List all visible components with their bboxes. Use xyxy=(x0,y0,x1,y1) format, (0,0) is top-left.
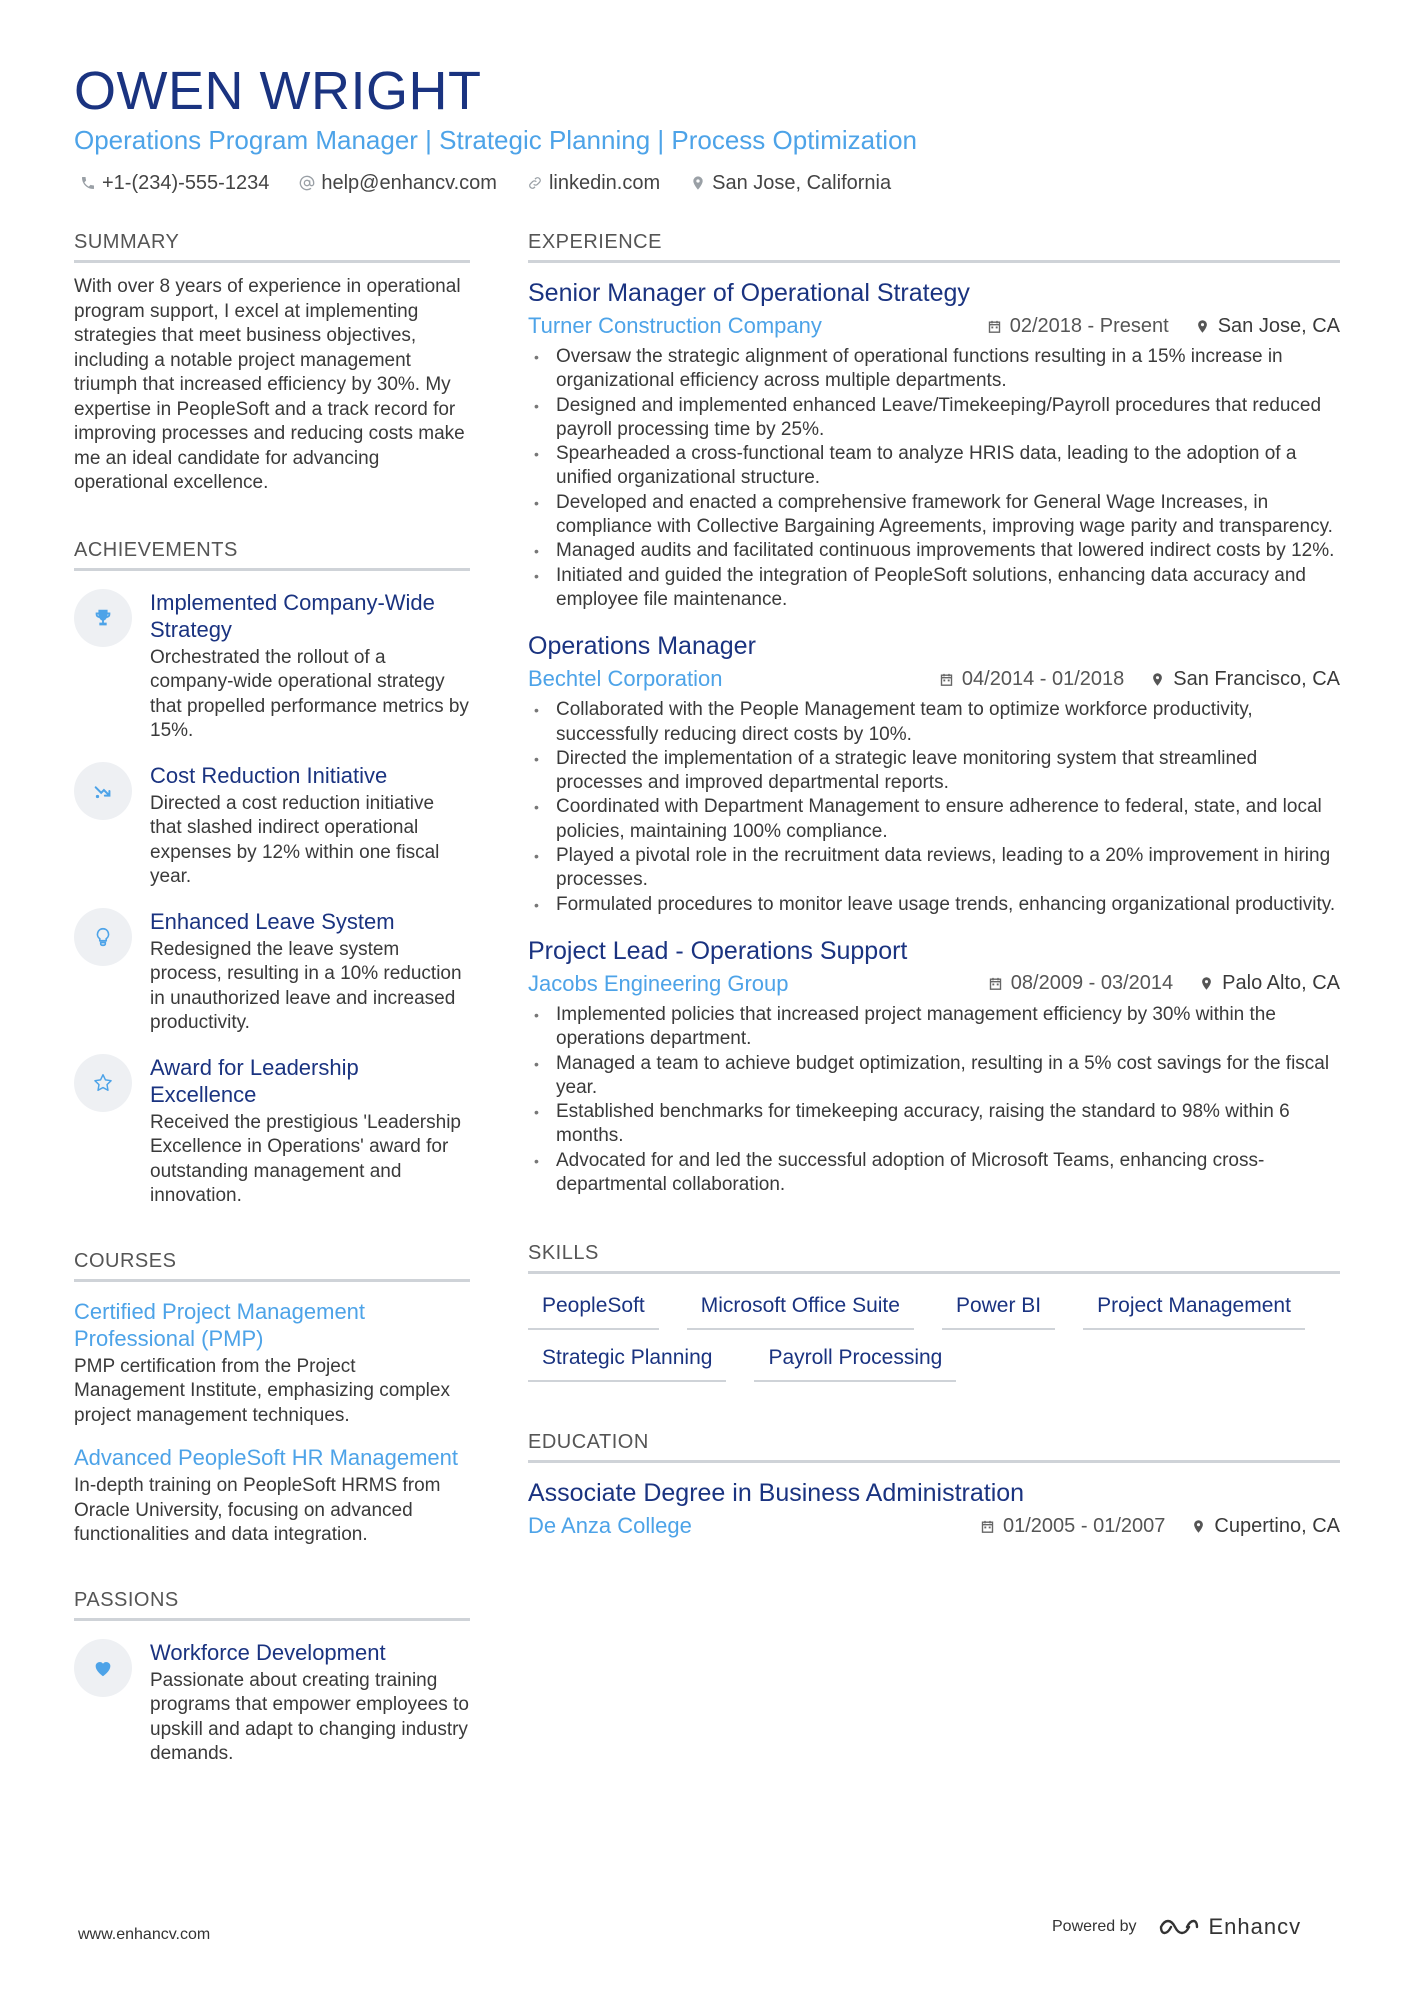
location-icon xyxy=(1150,672,1165,687)
job-location xyxy=(1195,315,1340,338)
education-location xyxy=(1191,1515,1340,1538)
location-icon xyxy=(690,175,706,191)
skill-tag: Payroll Processing xyxy=(754,1344,956,1382)
phone-icon xyxy=(80,175,96,191)
job-bullet: • Developed and enacted a comprehensive framework for General Wage Increases, in compliance with Collective Bargaining Agreements, improving wage parity and transparency. xyxy=(528,491,1340,540)
achievement-title: Enhanced Leave System xyxy=(150,908,395,934)
passion-item xyxy=(74,1639,470,1767)
job-bullet: • Managed audits and facilitated continuous improvements that lowered indirect costs by 12%. xyxy=(528,539,1340,563)
job-dates-text: 08/2009 - 03/2014 xyxy=(1010,972,1174,995)
achievement-icon-wrap xyxy=(74,762,132,820)
contact-location-text: San Jose, California xyxy=(712,172,892,194)
achievement-title: Cost Reduction Initiative xyxy=(150,762,388,788)
contact-linkedin-text: linkedin.com xyxy=(548,172,661,194)
skills-heading: SKILLS xyxy=(528,1241,1340,1274)
job-bullet: • Played a pivotal role in the recruitment data reviews, leading to a 20% improvement in hiring processes. xyxy=(528,844,1340,893)
candidate-tagline: Operations Program Manager | Strategic Planning | Process Optimization xyxy=(74,125,918,155)
trophy-icon xyxy=(92,607,114,629)
achievement-title: Award for Leadership Excellence xyxy=(150,1054,359,1107)
skill-tag: Project Management xyxy=(1083,1292,1305,1330)
job-dates-text: 04/2014 - 01/2018 xyxy=(961,667,1125,690)
education-dates-text: 01/2005 - 01/2007 xyxy=(1003,1514,1166,1537)
summary-section xyxy=(74,230,470,496)
job-bullet: • Managed a team to achieve budget optimization, resulting in a 5% cost savings for the fiscal year. xyxy=(528,1052,1340,1101)
achievement-title: Implemented Company-Wide Strategy xyxy=(150,589,435,642)
achievement-item xyxy=(74,589,470,744)
achievements-section xyxy=(74,538,470,1209)
job-dates xyxy=(988,972,1173,995)
achievement-item xyxy=(74,908,470,1036)
heart-icon xyxy=(92,1657,114,1679)
cost-reduction-icon xyxy=(92,780,114,802)
courses-section xyxy=(74,1249,470,1548)
contact-email[interactable] xyxy=(299,170,497,196)
job-meta xyxy=(528,664,1340,694)
skills-section xyxy=(528,1241,1340,1382)
job-bullet: • Collaborated with the People Management team to optimize workforce productivity, successfully reducing direct costs by 10%. xyxy=(528,698,1340,747)
course-title: Advanced PeopleSoft HR Management xyxy=(74,1445,459,1470)
passion-title: Workforce Development xyxy=(150,1639,386,1665)
footer-website[interactable]: www.enhancv.com xyxy=(78,1926,211,1943)
job-dates xyxy=(939,668,1124,691)
contact-bar xyxy=(80,170,891,196)
achievements-heading: ACHIEVEMENTS xyxy=(74,538,470,571)
achievement-icon-wrap xyxy=(74,589,132,647)
courses-heading: COURSES xyxy=(74,1249,470,1282)
experience-heading: EXPERIENCE xyxy=(528,230,1340,263)
job-bullet: • Directed the implementation of a strategic leave monitoring system that streamlined processes and improved departmental reports. xyxy=(528,747,1340,796)
course-title: Certified Project Management Professional (PMP) xyxy=(74,1298,366,1351)
job-location-text: San Jose, CA xyxy=(1217,314,1340,337)
education-degree: Associate Degree in Business Administration xyxy=(528,1479,1025,1508)
job-bullets xyxy=(528,698,1340,917)
job-location-text: Palo Alto, CA xyxy=(1222,972,1340,995)
achievement-icon-wrap xyxy=(74,908,132,966)
left-column xyxy=(74,230,470,1767)
job-company: Turner Construction Company xyxy=(528,313,822,338)
right-column xyxy=(528,230,1340,1541)
summary-heading: SUMMARY xyxy=(74,230,470,263)
passions-heading: PASSIONS xyxy=(74,1588,470,1621)
summary-text: With over 8 years of experience in operational program support, I excel at implementing strategies that meet business objectives, including a notable project management triumph that increased efficiency by 30%. My expertise in PeopleSoft and a track record for improving processes and reducing costs make me an ideal candidate for advancing operational excellence. xyxy=(74,276,465,493)
job-bullet: • Coordinated with Department Management to ensure adherence to federal, state, and local policies, maintaining 100% compliance. xyxy=(528,795,1340,844)
skill-tag: Microsoft Office Suite xyxy=(687,1292,914,1330)
job-entry xyxy=(528,630,1340,917)
course-desc: PMP certification from the Project Management Institute, emphasizing complex project management techniques. xyxy=(74,1355,450,1426)
achievement-desc: Directed a cost reduction initiative that slashed indirect operational expenses by 12% within one fiscal year. xyxy=(150,792,440,887)
education-heading: EDUCATION xyxy=(528,1430,1340,1463)
job-company: Jacobs Engineering Group xyxy=(528,970,789,996)
job-title: Senior Manager of Operational Strategy xyxy=(528,279,970,307)
job-bullet: • Oversaw the strategic alignment of operational functions resulting in a 15% increase in organizational efficiency across multiple departments. xyxy=(528,345,1340,394)
skill-tag: Strategic Planning xyxy=(528,1344,726,1382)
calendar-icon xyxy=(987,319,1002,334)
job-meta xyxy=(528,311,1340,341)
experience-section xyxy=(528,230,1340,1197)
job-meta xyxy=(528,969,1340,999)
contact-email-text: help@enhancv.com xyxy=(321,172,497,194)
achievement-desc: Orchestrated the rollout of a company-wide operational strategy that propelled performance metrics by 15%. xyxy=(150,646,469,741)
job-bullet: • Initiated and guided the integration of PeopleSoft solutions, enhancing data accuracy and employee file maintenance. xyxy=(528,564,1340,613)
achievement-item xyxy=(74,762,470,890)
calendar-icon xyxy=(939,672,954,687)
course-item xyxy=(74,1444,470,1548)
job-dates-text: 02/2018 - Present xyxy=(1009,314,1169,337)
education-school: De Anza College xyxy=(528,1513,692,1539)
contact-phone[interactable] xyxy=(80,170,269,196)
job-location xyxy=(1150,668,1340,691)
job-title: Operations Manager xyxy=(528,632,756,661)
achievement-desc: Received the prestigious 'Leadership Excellence in Operations' award for outstanding management and innovation. xyxy=(150,1111,461,1206)
job-location xyxy=(1199,972,1340,995)
job-bullet: • Spearheaded a cross-functional team to analyze HRIS data, leading to the adoption of a unified organizational structure. xyxy=(528,442,1340,491)
job-bullets xyxy=(528,1003,1340,1197)
job-title: Project Lead - Operations Support xyxy=(528,936,908,965)
calendar-icon xyxy=(980,1519,995,1534)
achievement-desc: Redesigned the leave system process, resulting in a 10% reduction in unauthorized leave and increased productivity. xyxy=(150,938,462,1033)
achievement-icon-wrap xyxy=(74,1054,132,1112)
brand-logo[interactable] xyxy=(1157,1914,1302,1940)
job-location-text: San Francisco, CA xyxy=(1173,667,1340,690)
contact-linkedin[interactable] xyxy=(527,170,660,196)
passions-section xyxy=(74,1588,470,1767)
powered-by-label: Powered by xyxy=(1052,1918,1137,1935)
passion-desc: Passionate about creating training programs that empower employees to upskill and adapt to changing industry demands. xyxy=(150,1669,469,1764)
footer-branding xyxy=(1052,1914,1301,1940)
education-location-text: Cupertino, CA xyxy=(1214,1514,1340,1537)
skill-tag: Power BI xyxy=(942,1292,1055,1330)
calendar-icon xyxy=(988,976,1003,991)
education-entry xyxy=(528,1477,1340,1541)
job-bullet: • Designed and implemented enhanced Leave/Timekeeping/Payroll procedures that reduced payroll processing time by 25%. xyxy=(528,394,1340,443)
brand-name: Enhancv xyxy=(1208,1914,1302,1939)
education-section xyxy=(528,1430,1340,1541)
education-dates xyxy=(980,1515,1165,1538)
job-bullet: • Formulated procedures to monitor leave usage trends, enhancing organizational productivity. xyxy=(528,893,1340,917)
enhancv-logo-icon xyxy=(1157,1915,1201,1939)
skill-tag: PeopleSoft xyxy=(528,1292,659,1330)
skills-list xyxy=(528,1292,1340,1382)
candidate-name: OWEN WRIGHT xyxy=(74,61,482,121)
education-meta xyxy=(528,1511,1340,1541)
contact-phone-text: +1-(234)-555-1234 xyxy=(102,172,270,194)
job-entry xyxy=(528,935,1340,1197)
job-dates xyxy=(987,315,1169,338)
job-bullet: • Advocated for and led the successful adoption of Microsoft Teams, enhancing cross-departmental collaboration. xyxy=(528,1149,1340,1198)
job-entry xyxy=(528,277,1340,612)
location-icon xyxy=(1199,976,1214,991)
contact-location xyxy=(690,170,891,196)
course-item xyxy=(74,1298,470,1429)
lightbulb-icon xyxy=(92,926,114,948)
job-bullet: • Established benchmarks for timekeeping accuracy, raising the standard to 98% within 6 months. xyxy=(528,1100,1340,1149)
at-icon xyxy=(299,175,315,191)
link-icon xyxy=(527,175,543,191)
passion-icon-wrap xyxy=(74,1639,132,1697)
location-icon xyxy=(1195,319,1210,334)
star-icon xyxy=(92,1072,114,1094)
job-company: Bechtel Corporation xyxy=(528,666,723,692)
job-bullet: • Implemented policies that increased project management efficiency by 30% within the operations department. xyxy=(528,1003,1340,1052)
achievement-item xyxy=(74,1054,470,1209)
job-bullets xyxy=(528,345,1340,612)
course-desc: In-depth training on PeopleSoft HRMS from Oracle University, focusing on advanced functionalities and data integration. xyxy=(74,1475,441,1545)
location-icon xyxy=(1191,1519,1206,1534)
